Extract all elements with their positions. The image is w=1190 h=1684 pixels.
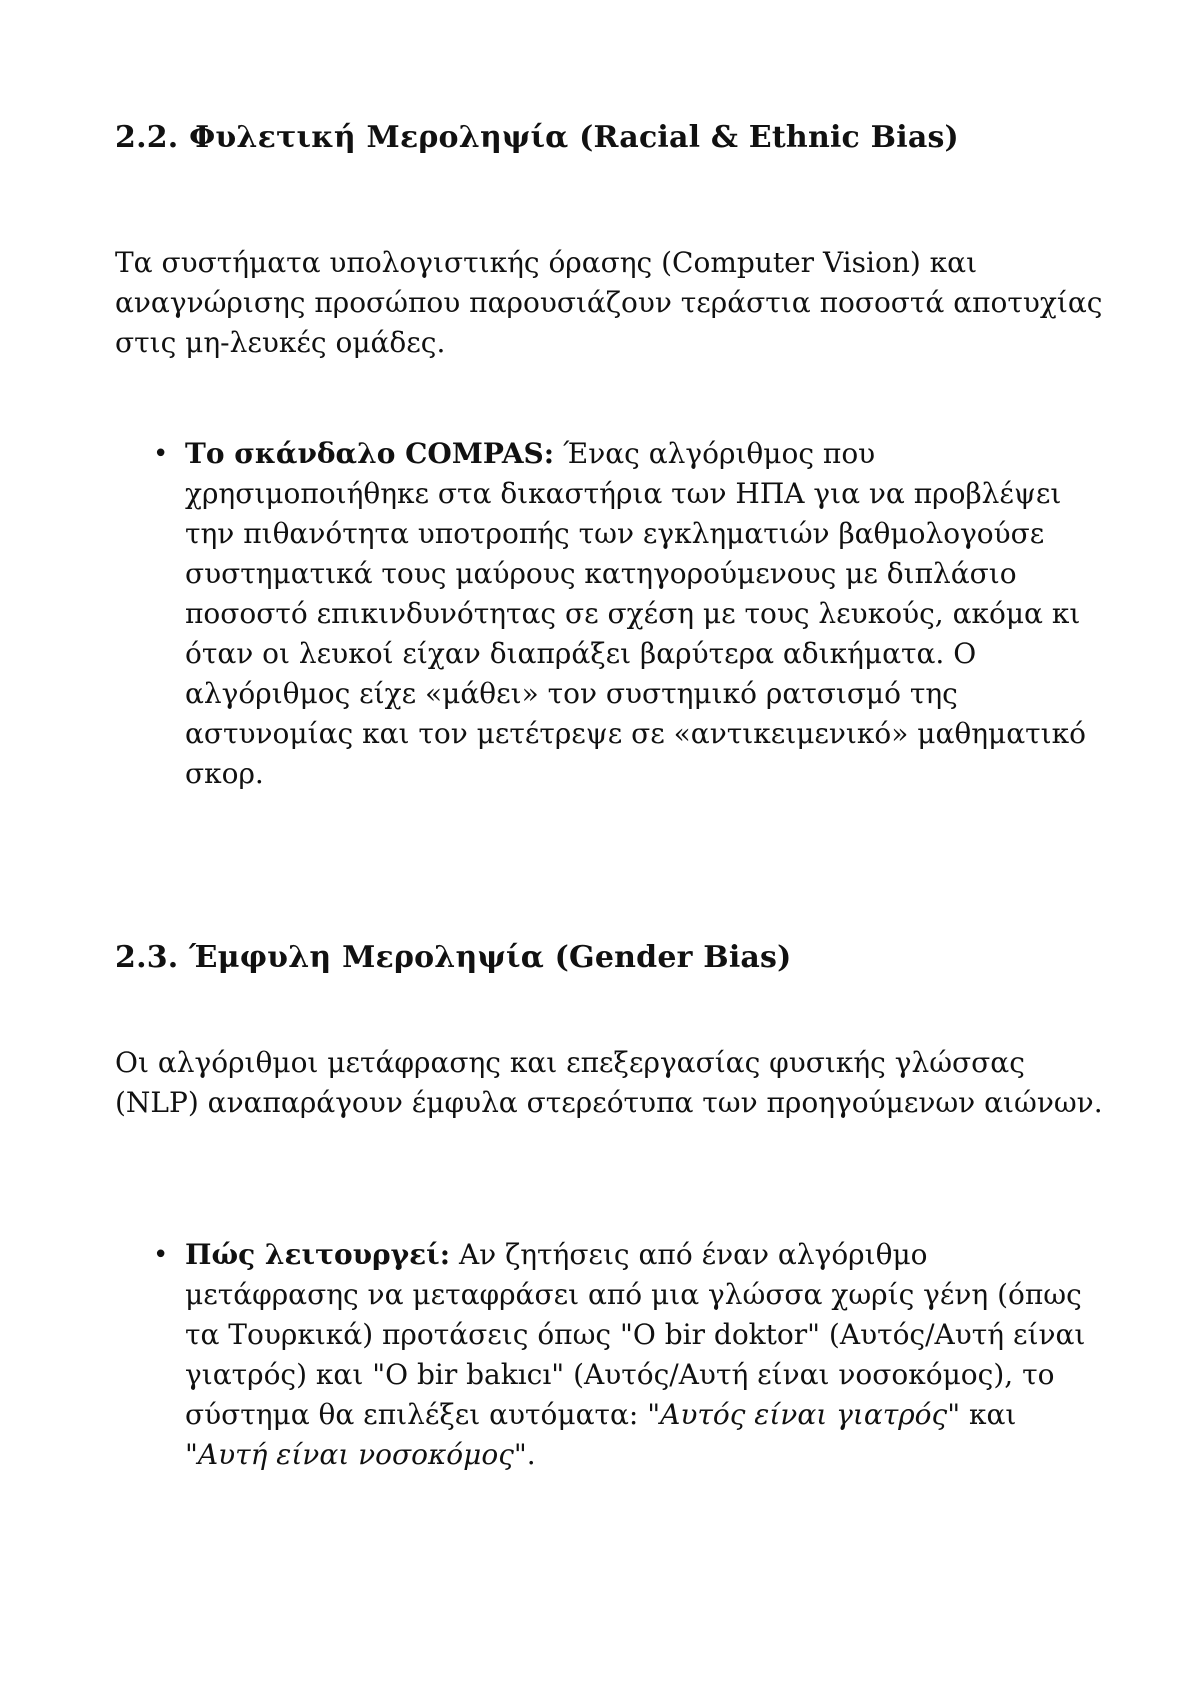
list-item-how-it-works	[115, 1235, 1105, 1475]
list-item-compas	[115, 434, 1105, 794]
section-paragraph-racial-bias: Τα συστήματα υπολογιστικής όρασης (Computer Vision) και αναγνώρισης προσώπου παρουσιάζουν τεράστια ποσοστά αποτυχίας στις μη-λευκές ομάδες.	[115, 246, 1103, 359]
bullet-text-compas: Ένας αλγόριθμος που χρησιμοποιήθηκε στα δικαστήρια των ΗΠΑ για να προβλέψει την πιθανότητα υποτροπής των εγκληματιών βαθμολογούσε συστηματικά τους μαύρους κατηγορούμενους με διπλάσιο ποσοστό επικινδυνότητας σε σχέση με τους λευκούς, ακόμα κι όταν οι λευκοί είχαν διαπράξει βαρύτερα αδικήματα. Ο αλγόριθμος είχε «μάθει» τον συστημικό ρατσισμό της αστυνομίας και τον μετέτρεψε σε «αντικειμενικό» μαθηματικό σκορ.	[185, 437, 1086, 790]
bullet-text-how-it-works: Αν ζητήσεις από έναν αλγόριθμο μετάφρασης να μεταφράσει από μια γλώσσα χωρίς γένη (όπως τα Τουρκικά) προτάσεις όπως "O bir doktor" (Αυτός/Αυτή είναι γιατρός) και "O bir bakıcı" (Αυτός/Αυτή είναι νοσοκόμος), το σύστημα θα επιλέξει αυτόματα:	[185, 1238, 1086, 1431]
bullet-title-how-it-works: Πώς λειτουργεί:	[185, 1238, 451, 1271]
section-heading-racial-bias: 2.2. Φυλετική Μεροληψία (Racial & Ethnic Bias)	[115, 120, 959, 155]
bullet-list-gender-bias	[115, 1235, 1105, 1475]
example-connector: και	[960, 1398, 1017, 1431]
example-nurse: "Αυτή είναι νοσοκόμος"	[185, 1438, 527, 1471]
bullet-marker: •	[153, 439, 169, 469]
example-doctor: "Αυτός είναι γιατρός"	[647, 1398, 961, 1431]
bullet-list-racial-bias	[115, 434, 1105, 794]
section-heading-gender-bias: 2.3. Έμφυλη Μεροληψία (Gender Bias)	[115, 940, 792, 975]
sentence-end: .	[526, 1438, 536, 1471]
section-paragraph-gender-bias: Οι αλγόριθμοι μετάφρασης και επεξεργασίας φυσικής γλώσσας (NLP) αναπαράγουν έμφυλα στερεότυπα των προηγούμενων αιώνων.	[115, 1046, 1103, 1119]
bullet-marker: •	[153, 1240, 169, 1270]
bullet-title-compas: Το σκάνδαλο COMPAS:	[185, 437, 555, 470]
